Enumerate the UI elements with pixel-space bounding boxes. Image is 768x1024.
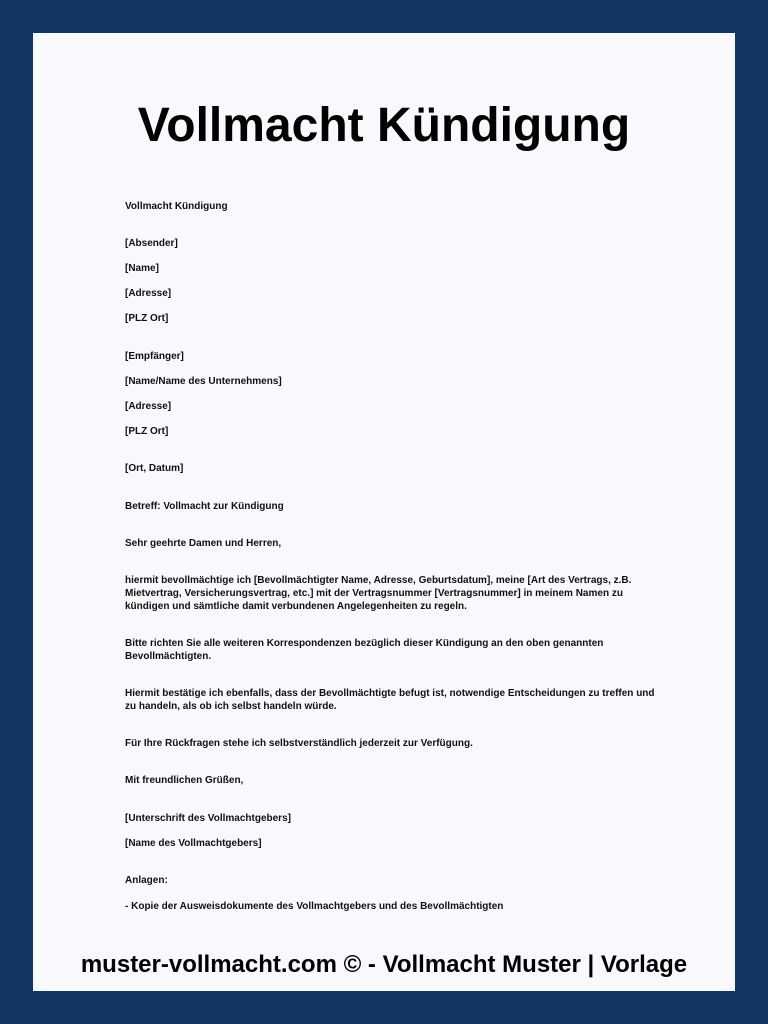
paragraph-correspondence: Bitte richten Sie alle weiteren Korrespondenzen bezüglich dieser Kündigung an den oben genannten Bevollmächtigten. bbox=[125, 638, 604, 662]
attachment-item: - Kopie der Ausweisdokumente des Vollmachtgebers und des Bevollmächtigten bbox=[125, 901, 504, 912]
paragraph-authorization: hiermit bevollmächtige ich [Bevollmächtigter Name, Adresse, Geburtsdatum], meine [Art des Vertrags, z.B. Mietvertrag, Versicherungsvertrag, etc.] mit der Vertragsnummer [Vertragsnummer] in meinem Namen zu kündigen und sämtliche damit verbundenen Angelegenheiten zu regeln. bbox=[125, 575, 632, 612]
footer-credit: muster-vollmacht.com © - Vollmacht Muster | Vorlage bbox=[80, 951, 688, 978]
page-title: Vollmacht Kündigung bbox=[137, 99, 631, 152]
sender-address: [Adresse] bbox=[125, 288, 172, 299]
signature-placeholder: [Unterschrift des Vollmachtgebers] bbox=[125, 813, 291, 824]
place-date: [Ort, Datum] bbox=[125, 463, 184, 474]
sender-label: [Absender] bbox=[125, 238, 178, 249]
signer-name: [Name des Vollmachtgebers] bbox=[125, 838, 262, 849]
recipient-name: [Name/Name des Unternehmens] bbox=[125, 376, 282, 387]
closing: Mit freundlichen Grüßen, bbox=[125, 775, 244, 786]
paragraph-questions: Für Ihre Rückfragen stehe ich selbstverständlich jederzeit zur Verfügung. bbox=[125, 738, 473, 749]
sender-name: [Name] bbox=[125, 263, 159, 274]
recipient-city: [PLZ Ort] bbox=[125, 426, 169, 437]
attachments-label: Anlagen: bbox=[125, 875, 168, 886]
subject-line: Betreff: Vollmacht zur Kündigung bbox=[125, 501, 284, 512]
paragraph-confirmation: Hiermit bestätige ich ebenfalls, dass der Bevollmächtigte befugt ist, notwendige Entscheidungen zu treffen und zu handeln, als ob ich selbst handeln würde. bbox=[125, 688, 655, 712]
salutation: Sehr geehrte Damen und Herren, bbox=[125, 538, 282, 549]
letter-heading: Vollmacht Kündigung bbox=[125, 201, 228, 212]
recipient-address: [Adresse] bbox=[125, 401, 172, 412]
sender-city: [PLZ Ort] bbox=[125, 313, 169, 324]
recipient-label: [Empfänger] bbox=[125, 351, 184, 362]
